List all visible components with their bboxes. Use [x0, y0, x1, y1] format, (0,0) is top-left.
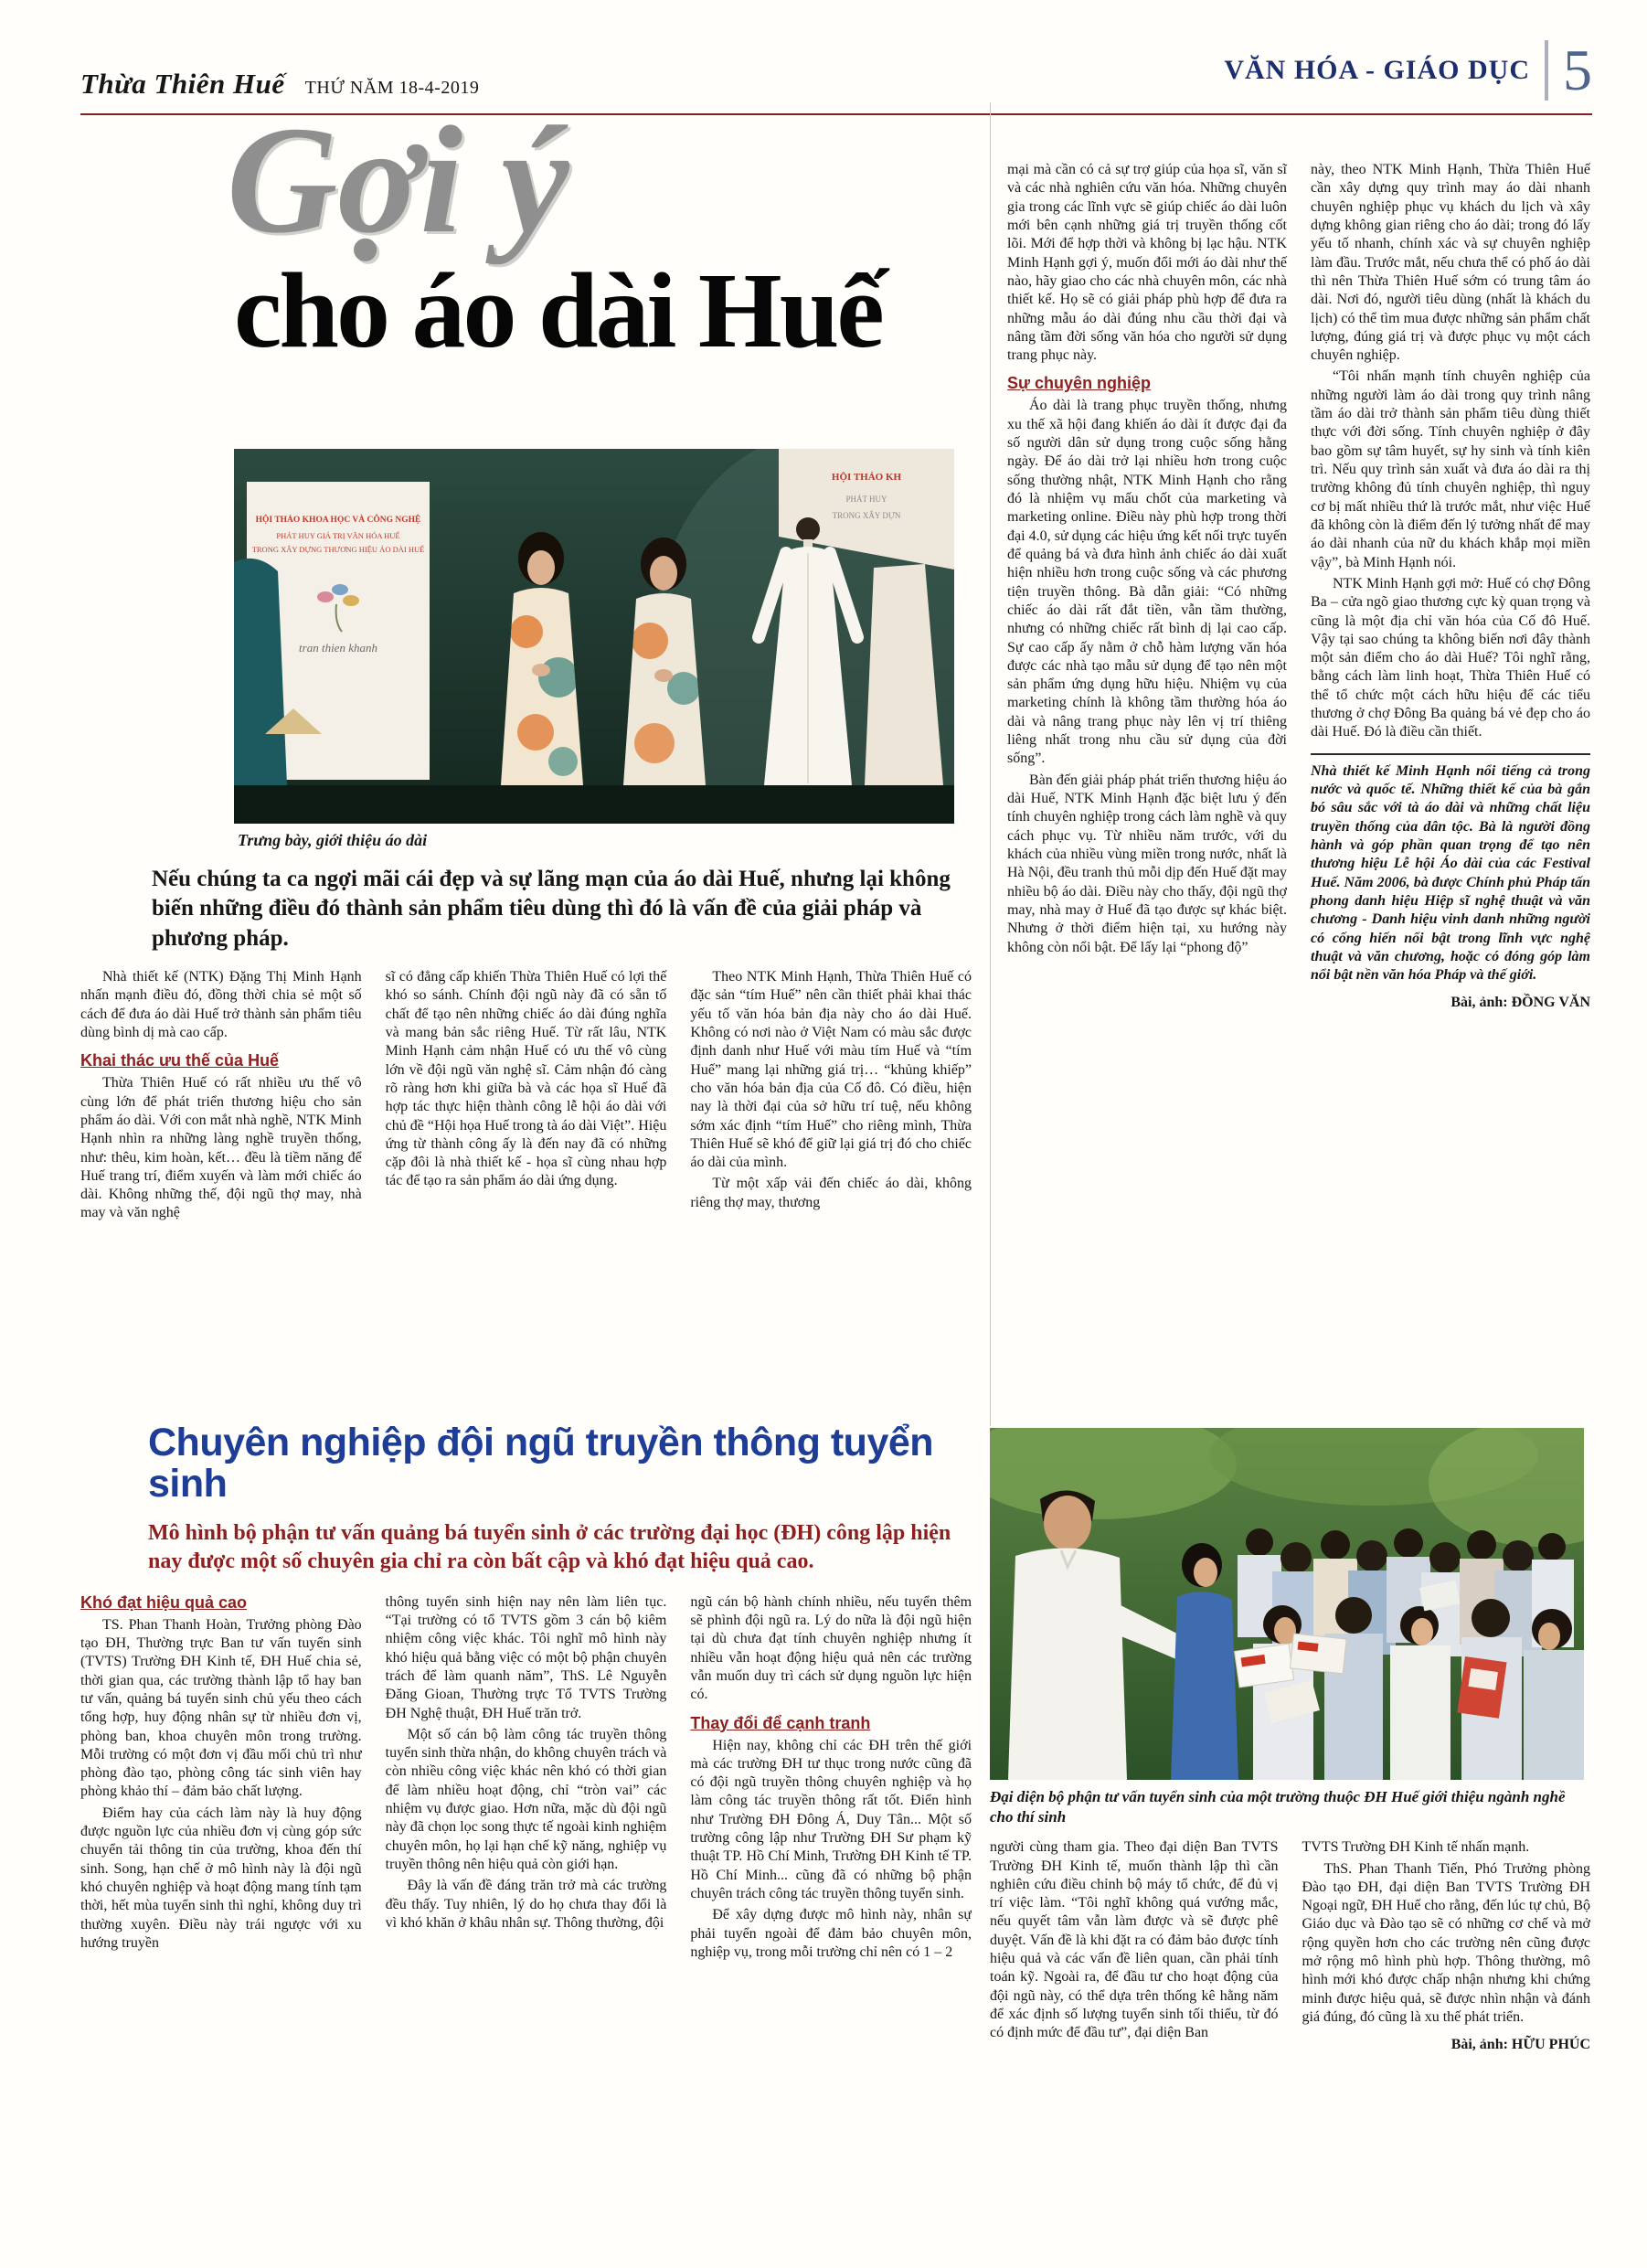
newspaper-logo: Thừa Thiên Huế	[80, 68, 285, 100]
secondary-article-left	[80, 1422, 972, 2250]
backdrop-text-1: HỘI THẢO KH	[831, 471, 902, 483]
main-article-byline: Bài, ảnh: ĐỒNG VĂN	[1450, 995, 1590, 1011]
article-column-4	[1007, 161, 1287, 1426]
secondary-article-columns	[80, 1593, 972, 2233]
paragraph: Bàn đến giải pháp phát triển thương hiệu áo dài Huế, NTK Minh Hạnh đặc biệt lưu ý đến tính chuyên nghiệp trong cách làm nghề và quy cách phục vụ. Từ nhiều năm trước, với du khách của nhiều vùng miền trong nước, nhất là Hà Nội, đều tranh thủ mỗi dịp đến Huế đặt may nhiều bộ áo dài. Điều này cho thấy, đội ngũ thợ may, nhà may ở Huế đã tạo được sự khác biệt. Nhưng ở thời điểm hiện tại, xu hướng này không còn nổi bật. Để lấy lại “phong độ”	[1007, 772, 1287, 955]
main-photo-caption: Trưng bày, giới thiệu áo dài	[238, 830, 428, 849]
paragraph: Thừa Thiên Huế có rất nhiều ưu thế vô cùng lớn để phát triển thương hiệu cho sản phẩm áo dài. Với con mắt nhà nghề, NTK Minh Hạnh nhìn ra những làng nghề truyền thống, như: thêu, kim hoàn, kết… đều là tiềm năng để Huế trang trí, điểm xuyến và làm mới chiếc áo dài. Không những thế, đội ngũ thợ may, nhà may và văn nghệ	[80, 1075, 362, 1221]
main-article-title-line2: cho áo dài Huế	[234, 250, 882, 370]
secondary-article-lead: Mô hình bộ phận tư vấn quảng bá tuyển sinh ở các trường đại học (ĐH) công lập hiện nay được một số chuyên gia chỉ ra còn bất cập và khó đạt hiệu quả cao.	[148, 1521, 951, 1574]
paragraph: “Tôi nhấn mạnh tính chuyên nghiệp của những người làm áo dài trong quy trình nâng tầm áo dài trở thành sản phẩm tiêu dùng thiết thực với đời sống. Tính chuyên nghiệp ở đây bao gồm sự tâm huyết, sự hy sinh và tính kiên trì. Nếu quy trình sản xuất và đưa áo dài ra thị trường không đủ tính chuyên nghiệp, thì nguy cơ bị mất nhiều thứ là trước mắt, như việc Huế đã không còn là điểm đến lý tưởng nhất để may áo dài nhanh của nữ du khách khắp mọi miền vậy”, bà Minh Hạnh nói.	[1311, 368, 1590, 570]
main-article	[80, 95, 1590, 1426]
paragraph: Theo NTK Minh Hạnh, Thừa Thiên Huế có đặc sản “tím Huế” nên cần thiết phải khai thác yếu tố văn hóa bản địa này cho áo dài Huế. Không có nơi nào ở Việt Nam có màu sắc được định danh như Huế với màu tím Huế và “tím Huế” mang lại những giá trị… “khủng khiếp” cho văn hóa bản địa của Cố đô. Có điều, hiện nay là thời đại của sở hữu trí tuệ, nếu không sớm xác định “tím Huế” cho riêng mình, Thừa Thiên Huế sẽ khó để giữ lại giá trị đó cho chiếc áo dài của mình.	[690, 969, 972, 1171]
backdrop-text-3: TRONG XÂY DỰN	[832, 510, 901, 520]
paragraph: Một số cán bộ làm công tác truyền thông tuyển sinh thừa nhận, do không chuyên trách và còn nhiều công việc khác nên khó có thời gian để làm nhiều hoạt động, chỉ “tròn vai” các nhiệm vụ được giao. Hơn nữa, mặc dù đội ngũ này đã chọn lọc song thực tế ngoài kinh nghiệm chuyên môn, họ lại hạn chế kỹ năng, nghiệp vụ truyền thông nên hiệu quả còn giới hạn.	[385, 1726, 667, 1873]
article-column-4	[990, 1838, 1279, 2250]
banner-text-1: HỘI THẢO KHOA HỌC VÀ CÔNG NGHỆ	[255, 515, 421, 525]
paragraph: Đây là vấn đề đáng trăn trở mà các trường đều thấy. Tuy nhiên, lý do họ chưa thay đổi là vì khó khăn ở khâu nhân sự. Thông thường, đội	[385, 1878, 667, 1931]
article-column-5	[1302, 1838, 1591, 2250]
banner-text-3: TRONG XÂY DỰNG THƯƠNG HIỆU ÁO DÀI HUẾ	[251, 544, 425, 554]
article-column-1	[80, 968, 362, 1396]
photo-floor	[234, 785, 954, 824]
main-article-title-line1: Gợi ý	[227, 95, 569, 265]
designer-bio: Nhà thiết kế Minh Hạnh nổi tiếng cả trong nước và quốc tế. Những thiết kế của bà gắn bó sâu sắc với tà áo dài và những chất liệu truyền thống của dân tộc. Bà là người đồng hành và góp phần quan trọng để tạo nên thương hiệu Lễ hội Áo dài của các Festival Huế. Năm 2006, bà được Chính phủ Pháp tấn phong danh hiệu Hiệp sĩ nghệ thuật và văn chương - Danh hiệu vinh danh những người có cống hiến nổi bật trong lĩnh vực nghệ thuật và văn chương, hoặc có đóng góp làm nổi bật nền văn hóa Pháp và thế giới.	[1311, 753, 1590, 985]
main-article-left	[80, 95, 972, 1426]
section-title: VĂN HÓA - GIÁO DỤC	[1224, 55, 1530, 85]
paragraph: Hiện nay, không chỉ các ĐH trên thế giới mà các trường ĐH tư thục trong nước cũng đã có đội ngũ truyền thông chuyên nghiệp và họ làm công tác truyền thông rất tốt. Điển hình như Trường ĐH Đông Á, Duy Tân... Một số trường công lập như Trường ĐH Sư phạm kỹ thuật TP. Hồ Chí Minh, Trường ĐH Kinh tế TP. Hồ Chí Minh... cũng đã có những bộ phận chuyên trách công tác truyền thông tuyển sinh.	[690, 1737, 972, 1902]
page-number: 5	[1563, 37, 1592, 102]
paragraph: Từ một xấp vải đến chiếc áo dài, không riêng thợ may, thương	[690, 1176, 972, 1210]
main-article-photo	[234, 449, 954, 824]
paragraph: Để xây dựng được mô hình này, nhân sự phải tuyển ngoài để đảm bảo chuyên môn, nghiệp vụ, trong mỗi trường chỉ nên có 1 – 2	[690, 1907, 972, 1960]
subhead-su-chuyen-nghiep: Sự chuyên nghiệp	[1007, 374, 1152, 393]
secondary-article-columns-right	[990, 1838, 1590, 2250]
paragraph: sĩ có đẳng cấp khiến Thừa Thiên Huế có lợi thế khó so sánh. Chính đội ngũ này đã có sẵn tố chất để tạo nên những chiếc áo dài đúng nghĩa và mang bản sắc riêng Huế. Từ rất lâu, NTK Minh Hạnh cảm nhận Huế có ưu thế vô cùng lớn về đội ngũ văn nghệ sĩ. Cảm nhận đó càng rõ ràng hơn khi giữa bà và các họa sĩ Huế đã hợp tác thực hiện thành công lễ hội áo dài với chủ đề “Hội họa Huế trong tà áo dài Việt”. Hiệu ứng từ thành công ấy là đến nay đã có những cặp đôi là nhà thiết kế - họa sĩ cùng nhau hợp tác để tạo ra sản phẩm áo dài ứng dụng.	[385, 969, 667, 1189]
section-group	[1224, 37, 1592, 102]
main-article-columns	[80, 968, 972, 1396]
subhead-khai-thac-uu-the: Khai thác ưu thế của Huế	[80, 1051, 280, 1070]
paragraph: TVTS Trường ĐH Kinh tế nhấn mạnh.	[1302, 1839, 1530, 1856]
article-column-2	[386, 968, 667, 1396]
secondary-article	[80, 1422, 1590, 2250]
banner-text-2: PHÁT HUY GIÁ TRỊ VĂN HÓA HUẾ	[276, 530, 400, 540]
paragraph: thông tuyển sinh hiện nay nên làm liên tục. “Tại trường có tổ TVTS gồm 3 cán bộ kiêm nhiệm công việc khác. Tôi nghĩ mô hình này khó hiệu quả bằng việc có một bộ phận chuyên trách để làm quanh năm”, ThS. Lê Nguyễn Đăng Gioan, Thường trực Tổ TVTS Trường ĐH Nghệ thuật, ĐH Huế trăn trở.	[385, 1593, 667, 1721]
secondary-article-byline: Bài, ảnh: HỮU PHÚC	[1450, 2037, 1590, 2053]
paragraph: này, theo NTK Minh Hạnh, Thừa Thiên Huế cần xây dựng quy trình may áo dài nhanh chuyên nghiệp phục vụ khách du lịch và xây dựng không gian riêng cho áo dài; trong đó lấy yếu tố nhanh, chính xác và sự chuyên nghiệp làm đầu. Trước mắt, nếu chưa thể có phố áo dài thì nên Thừa Thiên Huế sớm có trung tâm áo dài. Nơi đó, người tiêu dùng (nhất là khách du lịch) có thể tìm mua được những sản phẩm chất lượng, đúng giá trị và được phục vụ một cách chuyên nghiệp.	[1311, 162, 1590, 364]
article-column-3	[690, 1593, 972, 2233]
secondary-article-photo	[990, 1428, 1584, 1780]
paragraph: ngũ cán bộ hành chính nhiều, nếu tuyển thêm sẽ phình đội ngũ ra. Lý do nữa là đội ngũ hiện tại dù chưa đạt tính chuyên nghiệp nhưng ít nhiều vẫn hoạt động hiệu quả nên các trường vẫn muốn duy trì cách sử dụng nguồn lực hiện có.	[690, 1593, 972, 1703]
issue-date: THỨ NĂM 18-4-2019	[304, 78, 480, 98]
page-header	[80, 37, 1592, 102]
secondary-article-right	[990, 1422, 1590, 2250]
paragraph: Điểm hay của cách làm này là huy động được nguồn lực của nhiều đơn vị cùng góp sức chuyển tải thông tin của trường, khoa đến thí sinh. Song, hạn chế ở mô hình này là đội ngũ khó chuyên nghiệp và hoạt động mang tính tạm thời, hết mùa tuyển sinh thì nghỉ, không duy trì thường xuyên. Điều này trái ngược với xu hướng truyền	[80, 1805, 362, 1951]
main-article-title	[80, 95, 972, 370]
banner-brand: tran thien khanh	[299, 640, 377, 655]
admissions-photo-illustration	[990, 1428, 1584, 1780]
paragraph: mại mà cần có cả sự trợ giúp của họa sĩ, văn sĩ và các nhà nghiên cứu văn hóa. Những chuyên gia trong các lĩnh vực sẽ giúp chiếc áo dài luôn mới bên cạnh những giá trị truyền thống cốt lõi. Mới để hợp thời và không bị lạc hậu. NTK Minh Hạnh gợi ý, muốn đổi mới áo dài như thế nào, hãy giao cho các nhà chuyên môn, các nhà thiết kế. Họ sẽ có giải pháp phù hợp để đưa ra những mẫu áo dài đúng nhu cầu thời đại và nâng tầm đời sống văn hóa cho người sử dụng trang phục này.	[1007, 162, 1287, 364]
article-column-2	[386, 1593, 667, 2233]
paragraph: người cùng tham gia. Theo đại diện Ban TVTS Trường ĐH Kinh tế, muốn thành lập thì cần nghiên cứu điều chỉnh bộ máy tổ chức, để đủ vị trí việc làm. “Tôi nghĩ không quá vướng mắc, nếu quyết tâm vẫn làm được và sẽ được phê duyệt. Vấn đề là khi đặt ra có đảm bảo được tính hiệu quả và các vấn đề liên quan, cần phải tính toán kỹ. Ngoài ra, để đầu tư cho hoạt động của đội ngũ này, có thể dựa trên thống kê hằng năm để xác định số lượng tuyển sinh tối thiểu, từ đó có định mức để đầu tư”, đại diện Ban	[990, 1839, 1279, 2041]
paragraph: Áo dài là trang phục truyền thống, nhưng xu thế xã hội đang khiến áo dài ít được đại đa số người dân sử dụng trong cuộc sống hằng ngày. Để áo dài trở lại nhiều hơn trong cuộc sống thường nhật, NTK Minh Hạnh cho rằng đó là nhiệm vụ mấu chốt của marketing và marketing online. Điều này phù hợp trong thời đại 4.0, sử dụng các hiệu ứng kết nối trực tuyến để quảng bá và đưa hình ảnh chiếc áo dài xuất hiện nhiều hơn trong cuộc sống và các phương tiện truyền thông. Bà dẫn giải: “Có những chiếc áo dài rất đắt tiền, vẫn tầm thường, nhưng có những chiếc rất bình dị lại cao cấp. Sự cao cấp ấy nằm ở chỗ hàm lượng văn hóa được các nhà tạo mẫu sử dụng để tạo nên một sản phẩm ứng dụng hữu hiệu. Nhiệm vụ của marketing chính là không tầm thường hóa áo dài và nâng trang phục này lên vị trí thiêng liêng nhất trong nhu cầu sử dụng của đời sống”.	[1007, 398, 1287, 767]
article-column-1	[80, 1593, 362, 2233]
paragraph: NTK Minh Hạnh gợi mở: Huế có chợ Đông Ba – cửa ngõ giao thương cực kỳ quan trọng và cũng là một địa chỉ văn hóa của Cố đô Huế. Vậy tại sao chúng ta không biến nơi đây thành một sản điểm cho áo dài Huế? Tôi nghĩ rằng, bằng cách làm linh hoạt, Thừa Thiên Huế có thể tổ chức một cách hữu hiệu để các tiểu thương ở chợ Đông Ba quảng bá vẻ đẹp cho áo dài Huế. Đó là điều cần thiết.	[1311, 575, 1590, 740]
main-article-right	[990, 102, 1590, 1426]
ao-dai-photo-illustration	[234, 449, 954, 824]
main-article-lead: Nếu chúng ta ca ngợi mãi cái đẹp và sự lãng mạn của áo dài Huế, nhưng lại không biến những điều đó thành sản phẩm tiêu dùng thì đó là vấn đề của giải pháp và phương pháp.	[152, 866, 951, 951]
secondary-photo-caption: Đại diện bộ phận tư vấn tuyển sinh của một trường thuộc ĐH Huế giới thiệu ngành nghề cho thí sinh	[990, 1788, 1566, 1826]
paragraph: Nhà thiết kế (NTK) Đặng Thị Minh Hạnh nhấn mạnh điều đó, đồng thời chia sẻ một số cách để đưa áo dài Huế trở thành sản phẩm tiêu dùng bình dị mà cao cấp.	[80, 969, 362, 1040]
article-column-5	[1311, 161, 1590, 1426]
page-number-divider	[1545, 40, 1548, 101]
secondary-article-title: Chuyên nghiệp đội ngũ truyền thông tuyển sinh	[148, 1421, 934, 1507]
paragraph: TS. Phan Thanh Hoàn, Trưởng phòng Đào tạo ĐH, Thường trực Ban tư vấn tuyển sinh (TVTS) Trường ĐH Kinh tế, ĐH Huế chia sẻ, thời gian qua, các trường thành lập tổ hay ban tư vấn, quảng bá tuyển sinh chủ yếu theo cách tổng hợp, huy động nhân sự từ nhiều đơn vị, phòng ban, khoa chuyên môn trong trường. Mỗi trường có một đơn vị đầu mối chủ trì như phòng đào tạo, phòng công tác sinh viên hay phòng khảo thí – đảm bảo chất lượng.	[80, 1616, 362, 1800]
backdrop-text-2: PHÁT HUY	[845, 494, 887, 504]
subhead-kho-dat-hieu-qua: Khó đạt hiệu quả cao	[80, 1592, 248, 1612]
subhead-thay-doi-canh-tranh: Thay đổi để cạnh tranh	[690, 1713, 871, 1732]
paragraph: ThS. Phan Thanh Tiến, Phó Trưởng phòng Đào tạo ĐH, đại diện Ban TVTS Trường ĐH Ngoại ngữ, ĐH Huế cho rằng, đến lúc tự chủ, Bộ Giáo dục và Đào tạo sẽ có những cơ chế và mở rộng quyền hơn cho các trường nên cũng được mở rộng mô hình phù hợp. Thông thường, mô hình mới khó được chấp nhận nhưng khi chứng minh được hiệu quả, sẽ được nhìn nhận và đánh giá đúng, đó cũng là xu thế phát triển.	[1302, 1860, 1590, 2025]
article-column-3	[690, 968, 972, 1396]
